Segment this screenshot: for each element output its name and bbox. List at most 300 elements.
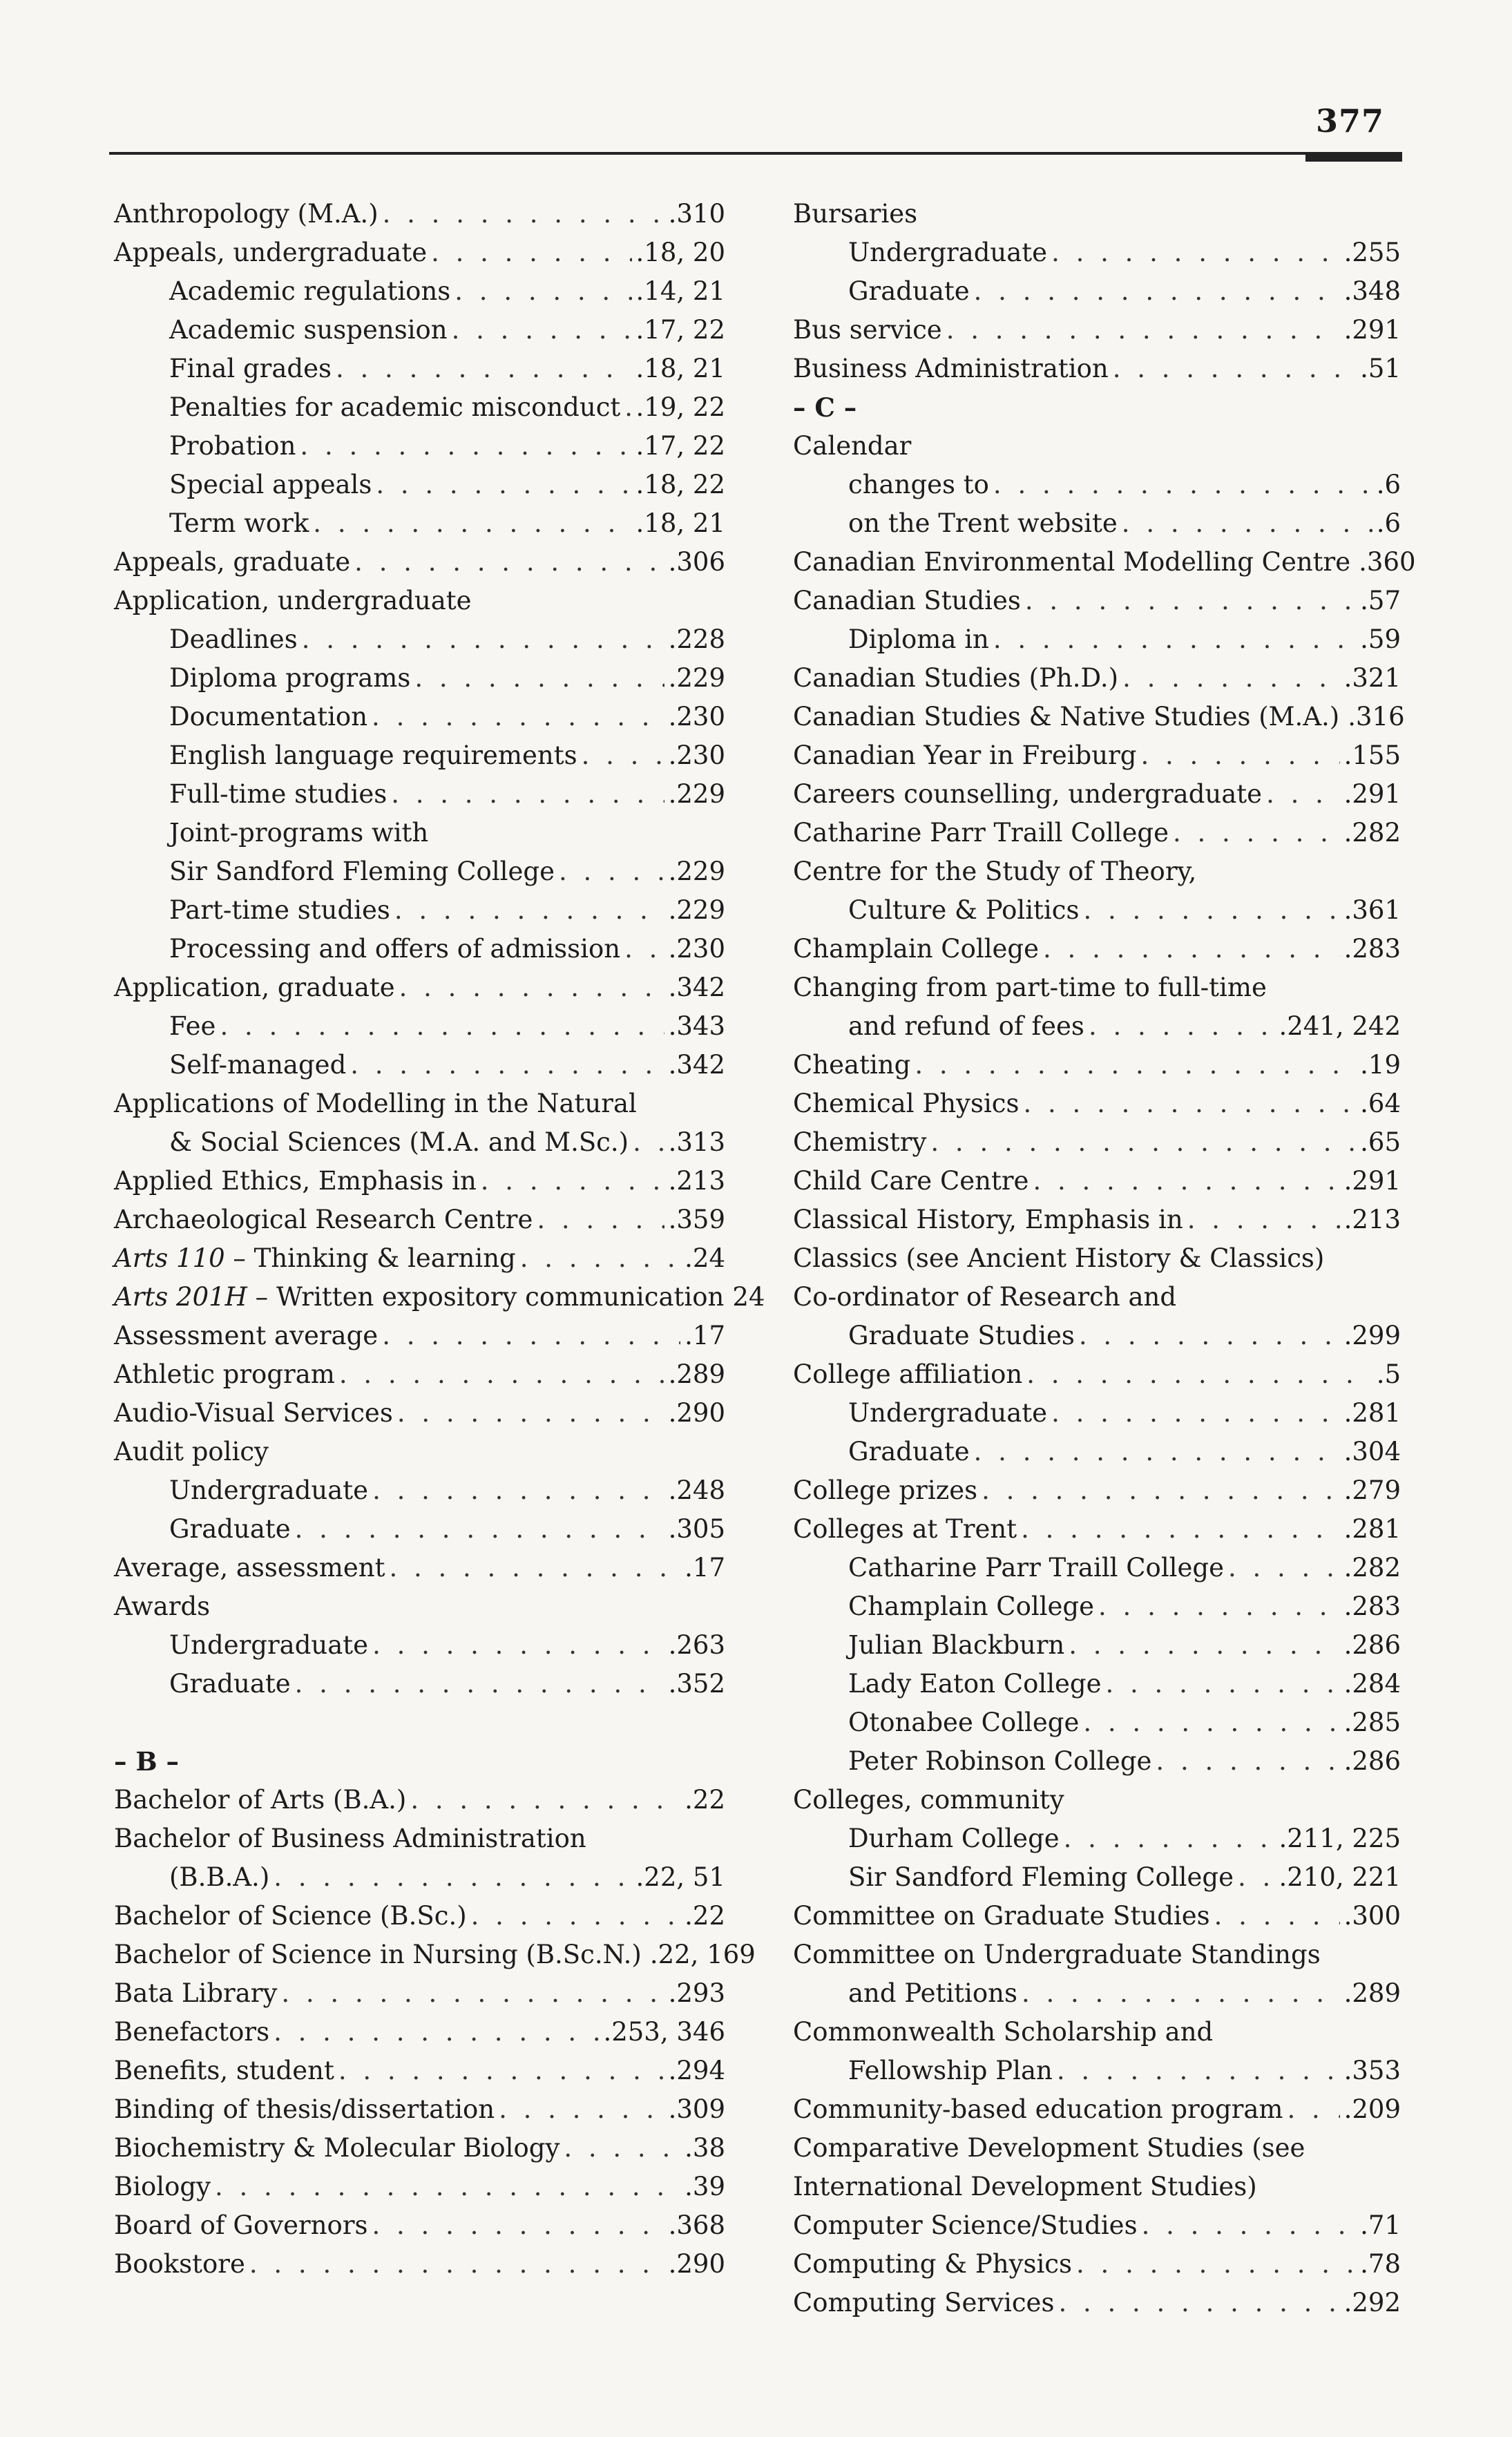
index-entry-page: .291: [1343, 1166, 1401, 1196]
leader-dots: [974, 1433, 1340, 1471]
index-entry: [793, 1858, 1401, 1897]
index-entry: [793, 1549, 1401, 1587]
index-entry: [114, 2052, 725, 2090]
index-entry-page: .305: [668, 1514, 725, 1544]
index-entry-label: English language requirements: [169, 740, 577, 770]
leader-dots: [520, 1239, 680, 1278]
index-entry-label: Comparative Development Studies (see: [793, 2133, 1305, 2163]
index-entry: [793, 775, 1401, 814]
leader-dots: [499, 2090, 664, 2129]
index-entry: [114, 1549, 725, 1587]
leader-dots: [1122, 659, 1340, 698]
index-entry-label: Final grades: [169, 354, 332, 383]
index-entry: [114, 659, 725, 698]
index-entry-label: Awards: [114, 1592, 211, 1621]
index-entry: [114, 1433, 725, 1471]
index-entry-page: .290: [668, 1398, 725, 1428]
index-entry-label: Processing and offers of admission: [169, 934, 621, 964]
index-entry: [114, 2206, 725, 2245]
index-entry: [114, 1355, 725, 1394]
leader-dots: [471, 1897, 681, 1936]
leader-dots: [1113, 350, 1356, 388]
index-entry-label: Self-managed: [169, 1050, 347, 1080]
index-entry: [114, 1123, 725, 1162]
leader-dots: [1140, 736, 1339, 775]
index-entry-label: [114, 1239, 516, 1278]
leader-dots: [338, 2052, 664, 2090]
index-entry: [114, 1858, 725, 1897]
index-entry: [114, 1974, 725, 2013]
index-entry-page: .17, 22: [635, 315, 725, 345]
index-entry-label: Undergraduate: [169, 1630, 369, 1660]
index-entry: [793, 1819, 1401, 1858]
index-entry-label: Julian Blackburn: [848, 1630, 1065, 1660]
index-entry-page: .353: [1343, 2056, 1401, 2085]
header-bar: [1305, 152, 1402, 162]
index-entry-label: International Development Studies): [793, 2172, 1257, 2201]
index-entry-page: .213: [668, 1166, 725, 1196]
index-entry: [114, 620, 725, 659]
index-entry-page: .229: [668, 857, 725, 886]
index-entry: [114, 1394, 725, 1433]
index-entry-label: Archaeological Research Centre: [114, 1205, 533, 1234]
index-entry-page: .57: [1360, 586, 1401, 615]
leader-dots: [1214, 1897, 1340, 1936]
leader-dots: [397, 1394, 664, 1433]
leader-dots: [974, 272, 1340, 311]
index-entry: [114, 466, 725, 504]
index-entry-page: .289: [1343, 1978, 1401, 2008]
index-entry-label: Application, graduate: [114, 973, 395, 1002]
leader-dots: [336, 350, 632, 388]
index-entry-page: .282: [1343, 818, 1401, 848]
leader-dots: [391, 775, 664, 814]
index-entry-page: .286: [1343, 1630, 1401, 1660]
index-entry: [793, 1239, 1401, 1278]
index-entry: [114, 1781, 725, 1819]
index-entry-page: .289: [668, 1359, 725, 1389]
index-entry: [114, 736, 725, 775]
leader-dots: [1228, 1549, 1340, 1587]
index-entry-page: .24: [685, 1243, 725, 1273]
index-entry: [114, 1626, 725, 1665]
index-entry-label: Joint-programs with: [169, 818, 429, 848]
index-entry-label: on the Trent website: [848, 508, 1118, 538]
index-entry-label: Applied Ethics, Emphasis in: [114, 1166, 477, 1196]
index-entry-page: .281: [1343, 1398, 1401, 1428]
leader-dots: [946, 311, 1340, 350]
course-code: Arts 110: [114, 1243, 225, 1273]
index-entry-label: Bookstore: [114, 2249, 245, 2279]
index-entry-page: .22: [685, 1901, 725, 1931]
index-entry: [114, 1239, 725, 1278]
index-entry-label: Application, undergraduate: [114, 586, 472, 615]
index-entry: [793, 1433, 1401, 1471]
index-entry-label: Board of Governors: [114, 2210, 368, 2240]
index-entry: [793, 852, 1401, 891]
index-column-left: [114, 195, 765, 2284]
index-entry: [793, 2013, 1401, 2052]
index-entry-page: .22, 51: [635, 1862, 725, 1892]
index-entry: [114, 2245, 725, 2284]
index-entry-page: .230: [668, 934, 725, 964]
index-entry: [114, 1936, 756, 1974]
index-entry: [793, 1742, 1401, 1781]
index-entry: [114, 195, 725, 233]
index-entry-label: Co-ordinator of Research and: [793, 1282, 1177, 1312]
index-entry-label: Deadlines: [169, 624, 298, 654]
index-entry-page: .155: [1343, 740, 1401, 770]
index-entry: [114, 272, 725, 311]
leader-dots: [399, 968, 664, 1007]
index-entry-label: Biochemistry & Molecular Biology: [114, 2133, 560, 2163]
index-entry: [114, 2013, 725, 2052]
index-entry-label: Benefits, student: [114, 2056, 334, 2085]
index-entry-page: .255: [1343, 238, 1401, 267]
index-entry-label: Bursaries: [793, 199, 918, 229]
index-entry-label: Bachelor of Business Administration: [114, 1824, 586, 1853]
index-entry-page: .17, 22: [635, 431, 725, 461]
index-entry: [114, 311, 725, 350]
index-entry-page: .78: [1360, 2249, 1401, 2279]
index-entry: [793, 659, 1401, 698]
index-entry-label: and refund of fees: [848, 1011, 1084, 1041]
index-entry: [793, 195, 1401, 233]
index-entry-page: .18, 20: [635, 238, 725, 267]
leader-dots: [1025, 582, 1356, 620]
index-entry: [793, 620, 1401, 659]
index-entry-label: Peter Robinson College: [848, 1746, 1152, 1776]
index-entry-label: Biology: [114, 2172, 211, 2201]
index-entry: [793, 543, 1416, 582]
index-entry-page: .286: [1343, 1746, 1401, 1776]
leader-dots: [1022, 1974, 1340, 2013]
index-entry-label: Bus service: [793, 315, 942, 345]
index-entry-page: .229: [668, 663, 725, 693]
index-entry: [793, 1046, 1401, 1084]
index-entry: [793, 1703, 1401, 1742]
index-entry: [114, 1317, 725, 1355]
index-entry-label: Catharine Parr Traill College: [848, 1553, 1224, 1583]
index-entry: [793, 930, 1401, 968]
index-entry: [793, 1897, 1401, 1936]
index-entry-label: Undergraduate: [169, 1475, 369, 1505]
leader-dots: [1026, 1355, 1372, 1394]
leader-dots: [382, 1317, 680, 1355]
index-entry-page: .65: [1360, 1127, 1401, 1157]
leader-dots: [394, 891, 664, 930]
index-entry: [114, 930, 725, 968]
index-entry-label: Bachelor of Science (B.Sc.): [114, 1901, 467, 1931]
leader-dots: [339, 1355, 664, 1394]
index-entry: [114, 1471, 725, 1510]
index-entry-page: .229: [668, 779, 725, 809]
index-entry-page: .18, 21: [635, 508, 725, 538]
index-entry-page: .359: [668, 1205, 725, 1234]
index-entry-page: .290: [668, 2249, 725, 2279]
leader-dots: [295, 1665, 664, 1703]
index-entry: [114, 1007, 725, 1046]
index-entry-page: .309: [668, 2094, 725, 2124]
index-entry: [114, 1819, 725, 1858]
index-entry-label: Culture & Politics: [848, 895, 1080, 925]
index-entry-page: .39: [685, 2172, 725, 2201]
leader-dots: [930, 1123, 1356, 1162]
index-entry-label: Catharine Parr Traill College: [793, 818, 1169, 848]
leader-dots: [1089, 1007, 1275, 1046]
leader-dots: [354, 543, 664, 582]
section-heading: – C –: [793, 392, 857, 423]
index-entry-label: Sir Sandford Fleming College: [169, 857, 555, 886]
index-entry-label: Graduate: [169, 1669, 291, 1699]
index-entry: [114, 1510, 725, 1549]
section-spacer: [114, 1703, 725, 1742]
leader-dots: [302, 620, 664, 659]
leader-dots: [993, 466, 1372, 504]
index-entry-label: Durham College: [848, 1824, 1060, 1853]
index-entry: [793, 272, 1401, 311]
index-entry-page: .6: [1376, 470, 1401, 499]
index-entry: [114, 2168, 725, 2206]
index-entry-page: .342: [668, 1050, 725, 1080]
index-entry-page: .18, 22: [635, 470, 725, 499]
leader-dots: [1083, 891, 1339, 930]
index-entry-label: Champlain College: [793, 934, 1040, 964]
index-entry-label: Undergraduate: [848, 1398, 1048, 1428]
index-entry: [793, 2129, 1401, 2168]
index-entry-page: .348: [1343, 276, 1401, 306]
index-entry-page: .38: [685, 2133, 725, 2163]
index-entry-page: .6: [1376, 508, 1401, 538]
index-entry-page: .230: [668, 702, 725, 732]
index-entry-label: Child Care Centre: [793, 1166, 1029, 1196]
index-entry-page: .285: [1343, 1708, 1401, 1737]
index-entry-page: .209: [1343, 2094, 1401, 2124]
index-entry: [793, 1007, 1401, 1046]
index-entry-label: Diploma programs: [169, 663, 411, 693]
index-entry-label: Undergraduate: [848, 238, 1048, 267]
index-entry: [793, 350, 1401, 388]
section-heading: – B –: [114, 1746, 180, 1777]
index-entry: [793, 2168, 1401, 2206]
index-entry-page: .22: [685, 1785, 725, 1815]
index-entry-page: .291: [1343, 779, 1401, 809]
leader-dots: [993, 620, 1356, 659]
index-entry: [793, 968, 1401, 1007]
index-entry-label: Community-based education program: [793, 2094, 1283, 2124]
index-entry-label: Graduate: [848, 276, 970, 306]
index-entry-label: Term work: [169, 508, 309, 538]
index-entry-page: .263: [668, 1630, 725, 1660]
index-entry: [793, 466, 1401, 504]
index-entry: [793, 891, 1401, 930]
index-entry-page: .283: [1343, 934, 1401, 964]
leader-dots: [624, 388, 631, 427]
leader-dots: [431, 233, 631, 272]
index-entry-label: College affiliation: [793, 1359, 1023, 1389]
leader-dots: [249, 2245, 664, 2284]
index-entry-label: Special appeals: [169, 470, 372, 499]
index-entry: [114, 852, 725, 891]
index-entry-label: changes to: [848, 470, 989, 499]
index-entry: [793, 1665, 1401, 1703]
index-entry: [793, 1084, 1401, 1123]
index-entry: [114, 2090, 725, 2129]
leader-dots: [1079, 1317, 1340, 1355]
index-entry-label: Committee on Graduate Studies: [793, 1901, 1210, 1931]
index-entry-label: Benefactors: [114, 2017, 270, 2047]
index-entry: [793, 2206, 1401, 2245]
leader-dots: [1156, 1742, 1339, 1781]
index-entry: [793, 1123, 1401, 1162]
index-entry: [793, 2090, 1401, 2129]
index-entry-page: .292: [1343, 2288, 1401, 2317]
index-entry: [793, 582, 1401, 620]
leader-dots: [982, 1471, 1340, 1510]
index-entry-page: .22, 169: [649, 1940, 756, 1969]
index-entry: [793, 1355, 1401, 1394]
index-entry-label: Sir Sandford Fleming College: [848, 1862, 1234, 1892]
index-entry-label: Calendar: [793, 431, 912, 461]
index-entry-page: .316: [1348, 702, 1405, 732]
index-entry: [114, 388, 725, 427]
index-entry-page: .228: [668, 624, 725, 654]
index-entry-label: Champlain College: [848, 1592, 1095, 1621]
index-entry-label: Colleges at Trent: [793, 1514, 1017, 1544]
leader-dots: [1021, 1510, 1339, 1549]
index-entry: [793, 2284, 1401, 2322]
index-entry: [114, 427, 725, 466]
leader-dots: [1051, 1394, 1340, 1433]
leader-dots: [414, 659, 664, 698]
index-entry-label: College prizes: [793, 1475, 978, 1505]
index-entry: [114, 2129, 725, 2168]
index-entry: [793, 2245, 1401, 2284]
index-entry-label: Probation: [169, 431, 296, 461]
leader-dots: [383, 195, 664, 233]
leader-dots: [1173, 814, 1340, 852]
index-entry-page: .306: [668, 547, 725, 577]
leader-dots: [274, 1858, 631, 1897]
leader-dots: [274, 2013, 599, 2052]
index-entry-label: Canadian Year in Freiburg: [793, 740, 1137, 770]
index-entry-label: Fellowship Plan: [848, 2056, 1053, 2085]
index-entry: [793, 1201, 1401, 1239]
index-entry-page: .279: [1343, 1475, 1401, 1505]
index-entry-label: Changing from part-time to full-time: [793, 973, 1267, 1002]
index-entry-label: Commonwealth Scholarship and: [793, 2017, 1214, 2047]
index-entry-label: Bachelor of Science in Nursing (B.Sc.N.): [114, 1940, 642, 1969]
index-entry: [793, 698, 1405, 736]
leader-dots: [452, 311, 632, 350]
index-entry: [114, 1046, 725, 1084]
index-entry: [114, 504, 725, 543]
index-entry-label: & Social Sciences (M.A. and M.Sc.): [169, 1127, 629, 1157]
index-entry-label: Applications of Modelling in the Natural: [114, 1089, 637, 1118]
leader-dots: [1057, 2052, 1340, 2090]
index-entry-label: Canadian Environmental Modelling Centre: [793, 547, 1351, 577]
index-entry-page: .352: [668, 1669, 725, 1699]
index-entry-page: .59: [1360, 624, 1401, 654]
leader-dots: [559, 852, 664, 891]
index-entry-page: .211, 225: [1279, 1824, 1401, 1853]
page-number: 377: [1316, 102, 1385, 140]
index-entry-page: .291: [1343, 315, 1401, 345]
index-entry-page: .321: [1343, 663, 1401, 693]
index-entry-label: Computer Science/Studies: [793, 2210, 1138, 2240]
leader-dots: [281, 1974, 664, 2013]
leader-dots: [1058, 2284, 1339, 2322]
leader-dots: [564, 2129, 680, 2168]
index-entry-page: .5: [1376, 1359, 1401, 1389]
index-entry-page: .313: [668, 1127, 725, 1157]
leader-dots: [1076, 2245, 1356, 2284]
index-entry: [114, 775, 725, 814]
leader-dots: [1122, 504, 1372, 543]
index-entry: [114, 891, 725, 930]
index-entry-label: Lady Eaton College: [848, 1669, 1102, 1699]
leader-dots: [1064, 1819, 1275, 1858]
index-entry-page: .213: [1343, 1205, 1401, 1234]
index-entry: [114, 1162, 725, 1201]
leader-dots: [220, 1007, 664, 1046]
index-entry-page: .19: [1360, 1050, 1401, 1080]
index-entry: [793, 1936, 1401, 1974]
index-entry: [793, 427, 1401, 466]
index-entry: [793, 1471, 1401, 1510]
index-entry-label: Academic suspension: [169, 315, 448, 345]
index-entry-page: .360: [1359, 547, 1416, 577]
index-entry: [793, 233, 1401, 272]
header-rule: [109, 152, 1402, 155]
index-entry-label: Documentation: [169, 702, 368, 732]
index-entry-label: Classical History, Emphasis in: [793, 1205, 1183, 1234]
index-entry-label: Appeals, undergraduate: [114, 238, 428, 267]
index-entry: [114, 1587, 725, 1626]
index-entry-label: Audio-Visual Services: [114, 1398, 393, 1428]
index-entry: [793, 1974, 1401, 2013]
leader-dots: [582, 736, 664, 775]
leader-dots: [372, 1471, 664, 1510]
leader-dots: [537, 1201, 664, 1239]
index-entry: [114, 582, 725, 620]
index-entry-label: Fee: [169, 1011, 216, 1041]
index-entry-page: .342: [668, 973, 725, 1002]
leader-dots: [1187, 1201, 1340, 1239]
index-entry-page: .64: [1360, 1089, 1401, 1118]
index-entry-label: Canadian Studies (Ph.D.): [793, 663, 1119, 693]
index-entry-page: .294: [668, 2056, 725, 2085]
index-entry: [114, 233, 725, 272]
index-entry-page: .304: [1343, 1437, 1401, 1466]
index-entry: [793, 1278, 1401, 1317]
index-entry-page: .293: [668, 1978, 725, 2008]
leader-dots: [915, 1046, 1356, 1084]
index-entry-label: Canadian Studies: [793, 586, 1021, 615]
index-entry-label: Assessment average: [114, 1321, 379, 1350]
index-entry: [114, 698, 725, 736]
index-entry-page: .281: [1343, 1514, 1401, 1544]
index-entry-label: Bachelor of Arts (B.A.): [114, 1785, 407, 1815]
index-entry-page: .18, 21: [635, 354, 725, 383]
leader-dots: [1083, 1703, 1339, 1742]
leader-dots: [372, 2206, 664, 2245]
leader-dots: [372, 698, 664, 736]
leader-dots: [410, 1781, 680, 1819]
index-entry: [793, 1162, 1401, 1201]
index-entry-page: .343: [668, 1011, 725, 1041]
index-entry-label: Anthropology (M.A.): [114, 199, 379, 229]
